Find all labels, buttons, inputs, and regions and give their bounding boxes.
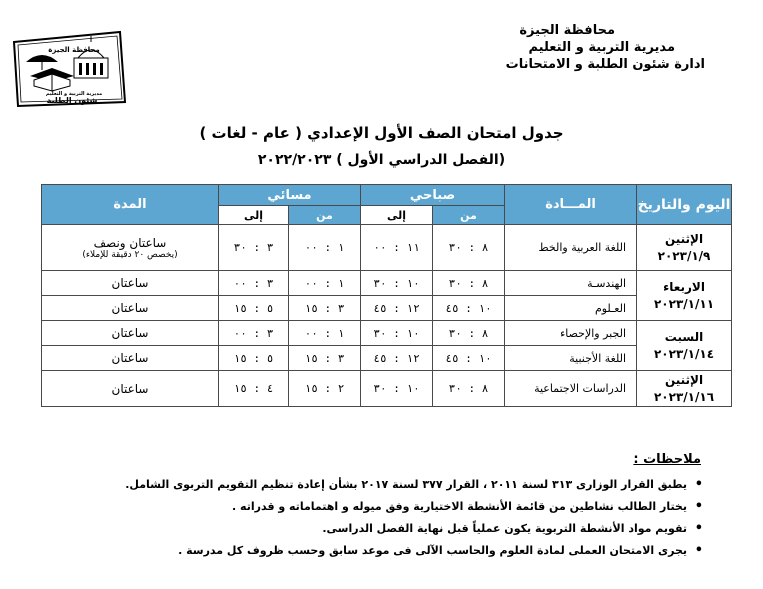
table-row <box>42 296 732 321</box>
morning-to-cell: ١٢ : ٤٥ <box>361 296 433 321</box>
logo-top-text: محافظة الجيزة <box>48 46 100 54</box>
notes-title: ملاحظات : <box>633 452 701 467</box>
header-morning-from: من <box>433 206 505 225</box>
day-date-cell <box>637 271 732 321</box>
notes-list <box>53 474 703 562</box>
day-name: الإثنين <box>664 372 704 387</box>
table-row <box>42 321 732 346</box>
header-evening-to: إلى <box>219 206 289 225</box>
header-day-date: اليوم والتاريخ <box>637 185 732 225</box>
subject-cell: اللغة الأجنبية <box>505 346 637 371</box>
directorate-name: مديرية التربية و التعليم <box>528 40 675 55</box>
subject-cell: الدراسات الاجتماعية <box>505 371 637 407</box>
morning-from-cell: ٨ : ٣٠ <box>433 271 505 296</box>
duration-note: (يخصص ٢٠ دقيقة للإملاء) <box>82 249 178 260</box>
list-item: • تقويم مواد الأنشطة التربوية يكون عملياً قبل نهاية الفصل الدراسى. <box>53 518 703 540</box>
duration-cell: ساعتان <box>42 371 219 407</box>
table-row <box>42 271 732 296</box>
duration-cell: ساعتان <box>42 271 219 296</box>
exam-date: ٢٠٢٣/١/١٦ <box>653 389 715 404</box>
exam-date: ٢٠٢٣/١/١١ <box>653 296 715 311</box>
list-item: • يختار الطالب نشاطين من قائمة الأنشطة الاختيارية وفق ميوله و اهتماماته و قدراته . <box>53 496 703 518</box>
morning-to-cell: ١٠ : ٣٠ <box>361 271 433 296</box>
list-item: • يجرى الامتحان العملى لمادة العلوم والحاسب الآلى فى موعد سابق وحسب ظروف كل مدرسة . <box>53 540 703 562</box>
duration-cell: ساعتان <box>42 296 219 321</box>
duration-cell: ساعتان <box>42 346 219 371</box>
day-name: السبت <box>664 329 704 344</box>
header-evening-from: من <box>289 206 361 225</box>
evening-to-cell: ٤ : ١٥ <box>219 371 289 407</box>
duration-cell: ساعتان <box>42 321 219 346</box>
morning-from-cell: ٨ : ٣٠ <box>433 225 505 271</box>
logo-middle-text: مديرية التربية و التعليم <box>45 91 103 97</box>
table-row <box>42 371 732 407</box>
evening-from-cell: ١ : ٠٠ <box>289 321 361 346</box>
evening-to-cell: ٣ : ٠٠ <box>219 321 289 346</box>
subject-cell: الجبر والإحصاء <box>505 321 637 346</box>
morning-to-cell: ١٠ : ٣٠ <box>361 321 433 346</box>
duration-text: ساعتان ونصف <box>93 235 167 250</box>
header-subject: المـــادة <box>505 185 637 225</box>
header-evening: مسائي <box>219 185 361 206</box>
department-name: ادارة شئون الطلبة و الامتحانات <box>505 57 705 72</box>
evening-to-cell: ٥ : ١٥ <box>219 296 289 321</box>
evening-from-cell: ٣ : ١٥ <box>289 346 361 371</box>
day-name: الاربعاء <box>663 279 705 294</box>
subject-cell: العـلوم <box>505 296 637 321</box>
evening-to-cell: ٥ : ١٥ <box>219 346 289 371</box>
evening-from-cell: ١ : ٠٠ <box>289 225 361 271</box>
logo-bottom-text: شئون الطلبة <box>46 96 98 105</box>
evening-to-cell: ٣ : ٠٠ <box>219 271 289 296</box>
header-morning: صباحي <box>361 185 505 206</box>
day-date-cell <box>637 225 732 271</box>
exam-schedule-table <box>41 184 732 407</box>
exam-schedule-title: جدول امتحان الصف الأول الإعدادي ( عام - لغات ) <box>199 124 564 142</box>
day-date-cell <box>637 371 732 407</box>
exam-date: ٢٠٢٣/١/٩ <box>657 248 711 263</box>
duration-cell <box>42 225 219 271</box>
header-duration: المدة <box>42 185 219 225</box>
table-row <box>42 346 732 371</box>
evening-to-cell: ٣ : ٣٠ <box>219 225 289 271</box>
evening-from-cell: ٣ : ١٥ <box>289 296 361 321</box>
day-date-cell <box>637 321 732 371</box>
day-name: الإثنين <box>664 231 704 246</box>
subject-cell: اللغة العربية والخط <box>505 225 637 271</box>
table-row <box>42 225 732 271</box>
evening-from-cell: ٢ : ١٥ <box>289 371 361 407</box>
morning-to-cell: ١١ : ٠٠ <box>361 225 433 271</box>
evening-from-cell: ١ : ٠٠ <box>289 271 361 296</box>
morning-from-cell: ١٠ : ٤٥ <box>433 346 505 371</box>
student-affairs-logo <box>12 30 127 108</box>
list-item: • يطبق القرار الوزارى ٣١٣ لسنة ٢٠١١ ، القرار ٣٧٧ لسنة ٢٠١٧ بشأن إعادة تنظيم التقويم التربوى الشامل. <box>53 474 703 496</box>
morning-from-cell: ٨ : ٣٠ <box>433 371 505 407</box>
governorate-name: محافظة الجيزة <box>519 23 615 38</box>
morning-from-cell: ١٠ : ٤٥ <box>433 296 505 321</box>
morning-to-cell: ١٠ : ٣٠ <box>361 371 433 407</box>
subject-cell: الهندسـة <box>505 271 637 296</box>
morning-from-cell: ٨ : ٣٠ <box>433 321 505 346</box>
morning-to-cell: ١٢ : ٤٥ <box>361 346 433 371</box>
directorate-header <box>506 22 705 73</box>
header-morning-to: إلى <box>361 206 433 225</box>
exam-date: ٢٠٢٣/١/١٤ <box>653 346 715 361</box>
semester-subtitle: (الفصل الدراسي الأول ) ٢٠٢٢/٢٠٢٣ <box>257 152 506 168</box>
